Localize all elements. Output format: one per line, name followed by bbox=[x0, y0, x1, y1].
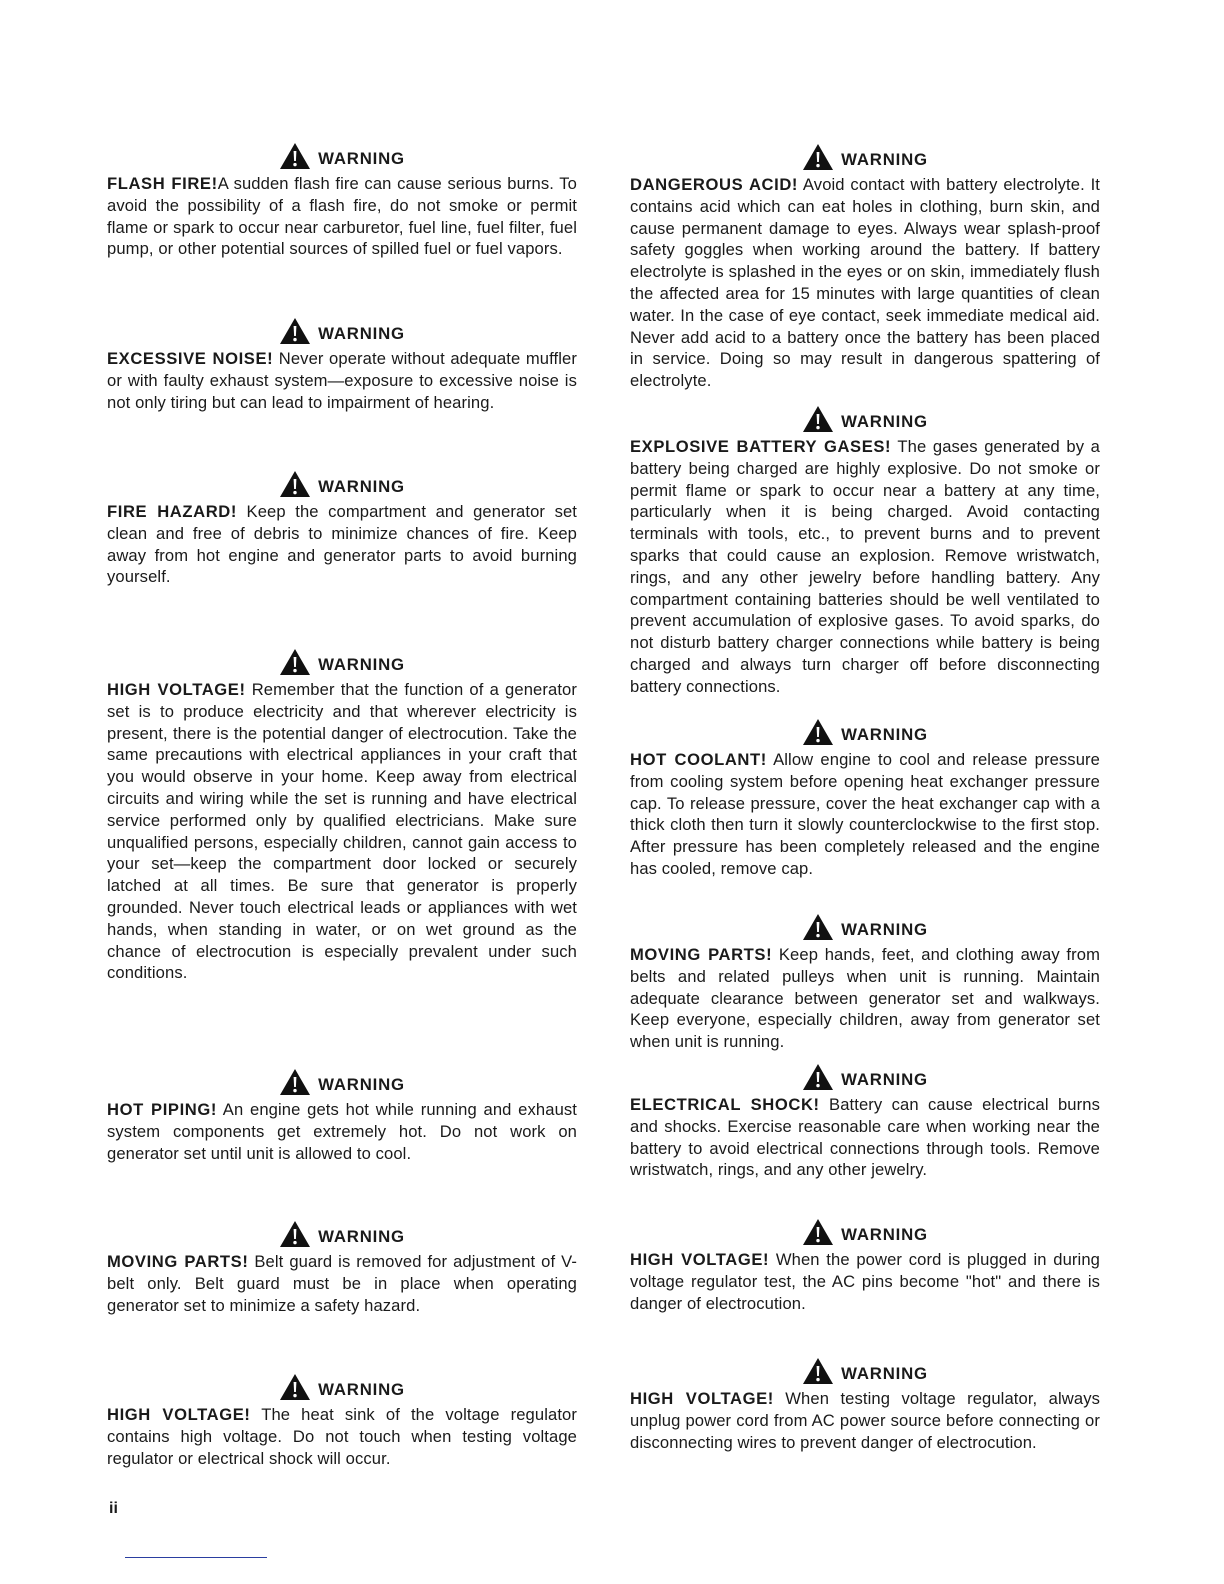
warning-description: Keep hands, feet, and clothing away from belts and related pulleys when unit is running. Maintain adequate clearance between generator set and walkways. Keep everyone, especially children, away from generator set when unit is running. bbox=[630, 945, 1101, 1052]
warning-text bbox=[630, 749, 1100, 880]
warning-triangle-icon bbox=[802, 913, 834, 941]
warning-text bbox=[107, 1099, 577, 1164]
warning-description: An engine gets hot while running and exhaust system components get extremely hot. Do not work on generator set until unit is allowed to cool. bbox=[107, 1100, 578, 1163]
warning-text bbox=[630, 1388, 1100, 1453]
warning-text bbox=[630, 944, 1100, 1053]
warning-header bbox=[107, 140, 577, 170]
warning-triangle-icon bbox=[279, 470, 311, 498]
warning-triangle-icon bbox=[279, 142, 311, 170]
warning-label: WARNING bbox=[841, 1364, 928, 1383]
warning-header bbox=[107, 315, 577, 345]
warning-hot-piping bbox=[107, 1066, 577, 1164]
warning-explosive-battery-gases bbox=[630, 403, 1100, 698]
warning-lead: MOVING PARTS! bbox=[630, 945, 773, 964]
warning-description: When testing voltage regulator, always unplug power cord from AC power source before connecting or disconnecting wires to prevent danger of electrocution. bbox=[630, 1389, 1100, 1452]
warning-label: WARNING bbox=[318, 477, 405, 496]
warning-triangle-icon bbox=[279, 317, 311, 345]
warning-label: WARNING bbox=[841, 1070, 928, 1089]
warning-lead: HIGH VOLTAGE! bbox=[630, 1389, 774, 1408]
warning-text bbox=[630, 1094, 1100, 1181]
warning-triangle-icon bbox=[802, 1063, 834, 1091]
warning-lead: HIGH VOLTAGE! bbox=[107, 680, 246, 699]
warning-description: Allow engine to cool and release pressure from cooling system before opening heat exchanger pressure cap. To release pressure, cover the heat exchanger cap with a thick cloth then turn it slowly counterclockwise to the first stop. After pressure has been completely released and the engine has cooled, remove cap. bbox=[630, 750, 1100, 878]
warning-text bbox=[630, 1249, 1100, 1314]
warning-header bbox=[630, 141, 1100, 171]
warning-description: Never operate without adequate muffler or with faulty exhaust system—exposure to excessive noise is not only tiring but can lead to impairment of hearing. bbox=[107, 349, 577, 412]
warning-text bbox=[107, 173, 577, 260]
warning-lead: HIGH VOLTAGE! bbox=[107, 1405, 251, 1424]
warning-text bbox=[107, 1404, 577, 1469]
warning-label: WARNING bbox=[841, 920, 928, 939]
warning-triangle-icon bbox=[802, 1357, 834, 1385]
warning-triangle-icon bbox=[802, 405, 834, 433]
warning-triangle-icon bbox=[279, 648, 311, 676]
warning-description: Remember that the function of a generator set is to produce electricity and that wherever electricity is present, there is the potential danger of electrocution. Take the same precautions with electrical appliances in your craft that you would observe in your home. Keep away from electrical circuits and wiring while the set is running and have electrical service performed only by qualified electricians. Make sure unqualified persons, especially children, cannot gain access to your set—keep the compartment door locked or securely latched at all times. Be sure that generator is properly grounded. Never touch electrical leads or appliances with wet hands, when standing in water, or on wet ground as the chance of electrocution is especially prevalent under such conditions. bbox=[107, 680, 577, 983]
warning-description: The heat sink of the voltage regulator contains high voltage. Do not touch when testing voltage regulator or electrical shock will occur. bbox=[107, 1405, 577, 1468]
warning-text bbox=[107, 348, 577, 413]
warning-label: WARNING bbox=[318, 1227, 405, 1246]
warning-high-voltage-generator bbox=[107, 646, 577, 984]
warning-label: WARNING bbox=[841, 412, 928, 431]
warning-hot-coolant bbox=[630, 716, 1100, 880]
warning-label: WARNING bbox=[841, 725, 928, 744]
warning-moving-parts-pulleys bbox=[630, 911, 1100, 1053]
warning-header bbox=[630, 403, 1100, 433]
warning-triangle-icon bbox=[279, 1373, 311, 1401]
warning-lead: HOT COOLANT! bbox=[630, 750, 767, 769]
warning-description: Belt guard is removed for adjustment of V-belt only. Belt guard must be in place when operating generator set to minimize a safety hazard. bbox=[107, 1252, 578, 1315]
warning-header bbox=[630, 911, 1100, 941]
warning-header bbox=[630, 1061, 1100, 1091]
page-number: ii bbox=[109, 1500, 118, 1517]
warning-high-voltage-power-cord bbox=[630, 1216, 1100, 1314]
warning-lead: FIRE HAZARD! bbox=[107, 502, 238, 521]
warning-lead: FLASH FIRE! bbox=[107, 174, 218, 193]
warning-electrical-shock bbox=[630, 1061, 1100, 1181]
warning-excessive-noise bbox=[107, 315, 577, 413]
warning-header bbox=[107, 1218, 577, 1248]
warning-lead: MOVING PARTS! bbox=[107, 1252, 249, 1271]
warning-text bbox=[107, 1251, 577, 1316]
warning-text bbox=[630, 174, 1100, 392]
warning-moving-parts-belt bbox=[107, 1218, 577, 1316]
warning-lead: ELECTRICAL SHOCK! bbox=[630, 1095, 820, 1114]
warning-triangle-icon bbox=[279, 1220, 311, 1248]
warning-lead: DANGEROUS ACID! bbox=[630, 175, 799, 194]
warning-lead: EXCESSIVE NOISE! bbox=[107, 349, 274, 368]
warning-description: Avoid contact with battery electrolyte. It contains acid which can eat holes in clothing, burn skin, and cause permanent damage to eyes. Always wear splash-proof safety goggles when working around the battery. If battery electrolyte is splashed in the eyes or on skin, immediately flush the affected area for 15 minutes with large quantities of clean water. In the case of eye contact, seek immediate medical aid. Never add acid to a battery once the battery has been placed in service. Doing so may result in dangerous spattering of electrolyte. bbox=[630, 175, 1101, 391]
warning-header bbox=[107, 1066, 577, 1096]
warning-lead: HIGH VOLTAGE! bbox=[630, 1250, 770, 1269]
warning-dangerous-acid bbox=[630, 141, 1100, 392]
warning-triangle-icon bbox=[802, 143, 834, 171]
warning-description: Keep the compartment and generator set clean and free of debris to minimize chances of fire. Keep away from hot engine and generator parts to avoid burning yourself. bbox=[107, 502, 578, 587]
warning-header bbox=[630, 1216, 1100, 1246]
warning-lead: EXPLOSIVE BATTERY GASES! bbox=[630, 437, 892, 456]
warning-description: A sudden flash fire can cause serious burns. To avoid the possibility of a flash fire, do not smoke or permit flame or spark to occur near carburetor, fuel line, fuel filter, fuel pump, or other potential sources of spilled fuel or fuel vapors. bbox=[107, 174, 577, 259]
warning-description: Battery can cause electrical burns and shocks. Exercise reasonable care when working near the battery to avoid electrical connections through tools. Remove wristwatch, rings, and any other jewelry. bbox=[630, 1095, 1100, 1180]
warning-triangle-icon bbox=[279, 1068, 311, 1096]
warning-header bbox=[107, 646, 577, 676]
warning-header bbox=[107, 468, 577, 498]
warning-label: WARNING bbox=[318, 1075, 405, 1094]
warning-text bbox=[107, 501, 577, 588]
warning-label: WARNING bbox=[841, 150, 928, 169]
warning-triangle-icon bbox=[802, 718, 834, 746]
warning-fire-hazard bbox=[107, 468, 577, 588]
warning-label: WARNING bbox=[318, 324, 405, 343]
warning-flash-fire bbox=[107, 140, 577, 260]
warning-high-voltage-heat-sink bbox=[107, 1371, 577, 1469]
warning-label: WARNING bbox=[318, 149, 405, 168]
warning-high-voltage-unplug bbox=[630, 1355, 1100, 1453]
warning-header bbox=[630, 1355, 1100, 1385]
warning-label: WARNING bbox=[841, 1225, 928, 1244]
warning-description: The gases generated by a battery being charged are highly explosive. Do not smoke or permit flame or spark to occur near a battery at any time, particularly when it is being charged. Avoid contacting terminals with tools, etc., to prevent burns and to prevent sparks that could cause an explosion. Remove wristwatch, rings, and any other jewelry before handling battery. Any compartment containing batteries should be well ventilated to prevent accumulation of explosive gases. To avoid sparks, do not disturb battery charger connections while battery is being charged and always turn charger off before disconnecting battery connections. bbox=[630, 437, 1100, 696]
warning-header bbox=[107, 1371, 577, 1401]
warning-lead: HOT PIPING! bbox=[107, 1100, 218, 1119]
warning-header bbox=[630, 716, 1100, 746]
warning-text bbox=[107, 679, 577, 984]
footer-rule bbox=[125, 1557, 267, 1558]
warning-label: WARNING bbox=[318, 1380, 405, 1399]
warning-description: When the power cord is plugged in during voltage regulator test, the AC pins become "hot" and there is danger of electrocution. bbox=[630, 1250, 1100, 1313]
warning-label: WARNING bbox=[318, 655, 405, 674]
warning-text bbox=[630, 436, 1100, 698]
warning-triangle-icon bbox=[802, 1218, 834, 1246]
